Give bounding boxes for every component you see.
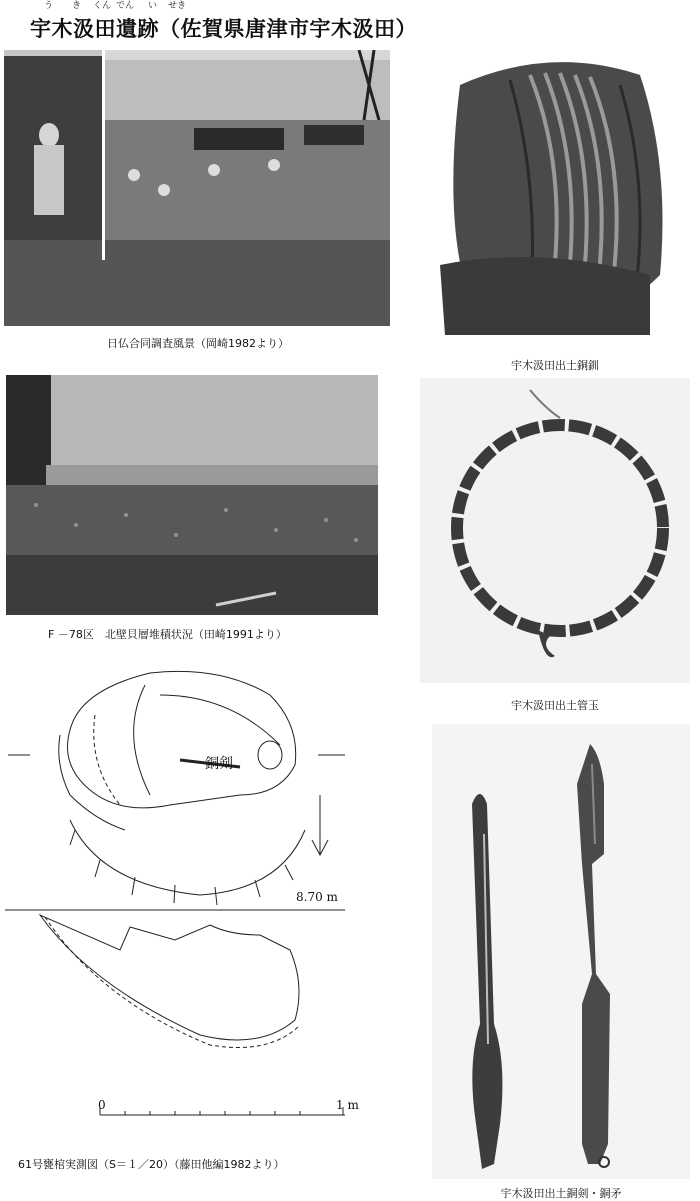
title-ruby	[30, 0, 417, 12]
caption-sword-spear: 宇木汲田出土銅剣・銅矛	[500, 1187, 622, 1200]
page-title: 宇木汲田遺跡（佐賀県唐津市宇木汲田）	[30, 16, 417, 41]
caption-jar-coffin: 61号甕棺実測図（S＝１／20）（藤田他編1982より）	[18, 1158, 285, 1171]
excavation-photo	[4, 50, 390, 326]
ruby-i: い	[148, 1, 158, 11]
ruby-seki: せき	[168, 1, 187, 11]
scale-end: 1 m	[336, 1098, 359, 1112]
shell-layer-photo	[6, 375, 378, 615]
caption-shell-layer: F －78区 北壁貝層堆積状況（田崎1991より）	[48, 628, 287, 641]
ruby-ki: き	[72, 1, 82, 11]
label-sword: 銅剣	[205, 756, 233, 772]
sword-spear-photo	[432, 724, 690, 1179]
bronze-bundle-photo	[420, 45, 690, 345]
caption-excavation: 日仏合同調査風景（岡崎1982より）	[107, 337, 289, 350]
page-header	[30, 0, 417, 42]
ruby-u: う	[44, 1, 54, 11]
ruby-den: でん	[116, 1, 135, 11]
caption-necklace: 宇木汲田出土管玉	[511, 699, 599, 712]
ruby-kun: くん	[93, 1, 112, 11]
scale-start: 0	[98, 1098, 106, 1112]
caption-bronze-bundle: 宇木汲田出土銅釧	[511, 359, 599, 372]
label-elevation: 8.70 m	[296, 890, 338, 904]
jar-coffin-drawing	[0, 655, 400, 1135]
necklace-photo	[420, 378, 690, 683]
